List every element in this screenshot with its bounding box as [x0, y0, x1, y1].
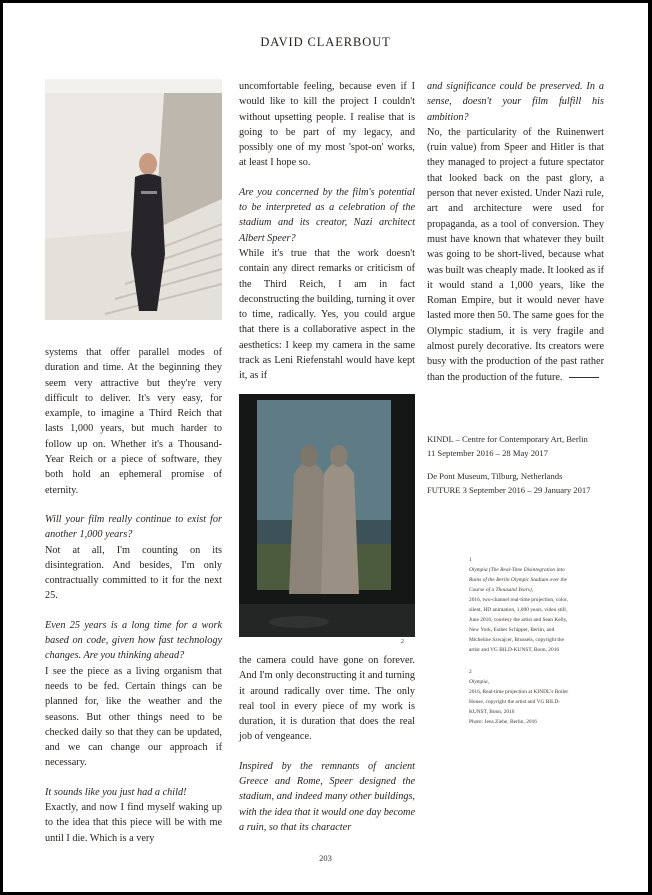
page-header: DAVID CLAERBOUT [260, 35, 391, 49]
question: and significance could be preserved. In a sense, doesn't your film fulfill his ambition? [427, 81, 604, 123]
question: It sounds like you just had a child! [45, 786, 187, 798]
caption-title: Olympia, [469, 679, 489, 685]
artist-portrait-photo [45, 79, 222, 320]
caption-title: Olympia (The Real-Time Disintegration into Ruins of the Berlin Olympic Stadium over the Course of a Thousand Years), [469, 567, 568, 593]
caption-number: 2 [469, 669, 472, 675]
dates-2: FUTURE 3 September 2016 – 29 January 2017 [427, 484, 591, 495]
caption-number: 1 [469, 557, 472, 563]
figure-label: 2 [401, 639, 404, 645]
answer: I see the piece as a living organism that needs to be fed. Certain things can be planned for, like the weather and the seasons. But other things need to be checked daily so that they can be updated, and we can change our approach if necessary. [45, 665, 222, 769]
photo-credit: Photo: Jens Ziehe, Berlin, 2016 [469, 719, 537, 725]
column-3 [427, 79, 604, 385]
paragraph: uncomfortable feeling, because even if I would like to kill the project I couldn't without upsetting people. I realise that is going to be part of my legacy, and possibly one of my most 'spot-on' works, at least I hope so. [239, 81, 415, 169]
question: Even 25 years is a long time for a work based on code, given how fast technology changes. Are you thinking ahead? [45, 619, 222, 662]
olympia-installation-photo [239, 394, 415, 637]
caption-1 [469, 555, 569, 655]
answer-text: No, the particularity of the Ruinenwert (ruin value) from Speer and Hitler is that they managed to project a future spectator that looked back on the past glory, a person that never existed. Under Nazi rule, art and architecture were used for propaganda, as a tool of conversion. They must have known that whatever they built was going to be short-lived, because what was built was cheaply made. It looked as if it would stand a 1,000 years, like the Roman Empire, but it would never have lasted more then 50. The same goes for the Olympic stadium, it is very fragile and almost purely decorative. Its creators were busy with the production of the past rather than the production of the future. [427, 126, 604, 383]
caption-2 [469, 667, 569, 727]
paragraph: systems that offer parallel modes of duration and time. At the beginning they seem very attractive but they're very difficult to deliver. It's very easy, for example, to imagine a Third Reich that lasts 1,000 years, but much harder to follow up on. Whether it's a Thousand-Year Reich or a piece of software, they both hold an ephemeral promise of eternity. [45, 347, 222, 496]
question: Inspired by the remnants of ancient Greece and Rome, Speer designed the stadium, and indeed many other buildings, with the idea that it would one day become a ruin, so that its character [239, 760, 415, 833]
answer: Not at all, I'm counting on its disintegration. And besides, I'm only contractually committed to it for the next 25. [45, 544, 222, 602]
venue-2: De Pont Museum, Tilburg, Netherlands [427, 471, 563, 481]
answer: Exactly, and now I find myself waking up to the idea that this piece will be with me until I die. Which is a very [45, 802, 222, 844]
dates-1: 11 September 2016 – 28 May 2017 [427, 447, 548, 458]
exhibition-info [427, 433, 617, 497]
magazine-page [3, 3, 648, 892]
question: Will your film really continue to exist for another 1,000 years? [45, 513, 222, 541]
paragraph: the camera could have gone on forever. And I'm only deconstructing it and turning it around radically over time. The only real tool in every piece of my work is duration, it is duration that does the real job of vengeance. [239, 655, 415, 743]
column-2-top [239, 79, 415, 384]
caption-body: 2016, two-channel real-time projection, color, silent, HD animation, 1,000 years, video still, June 2016, courtesy the artist and Sean Kelly, New York, Esther Schipper, Berlin, and Micheline Szwajcer, Brussels, copyright the artist and VG BILD-KUNST, Bonn, 2016 [469, 597, 569, 653]
page-number: 203 [319, 853, 332, 863]
column-1 [45, 345, 222, 846]
caption-body: 2016, Real-time projection at KINDL's Boiler House, copyright the artist and VG BILD-KUNST, Bonn, 2016 [469, 689, 569, 715]
venue-1: KINDL – Centre for Contemporary Art, Berlin [427, 434, 588, 444]
end-mark [569, 377, 599, 378]
column-2-bottom [239, 653, 415, 835]
answer: While it's true that the work doesn't contain any direct remarks or criticism of the Third Reich, I am in fact deconstructing the building, turning it over to time, radically. Yes, you could argue that there is a collaborative aspect in the aesthetics: I keep my camera in the same track as Leni Riefenstahl would have kept it, as if [239, 247, 415, 382]
answer [427, 125, 604, 385]
question: Are you concerned by the film's potential to be interpreted as a celebration of the stadium and its creator, Nazi architect Albert Speer? [239, 186, 415, 244]
